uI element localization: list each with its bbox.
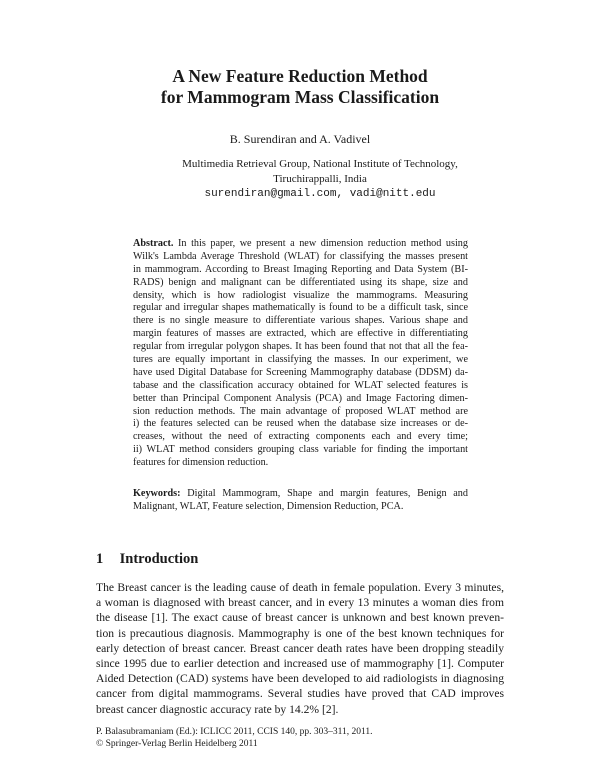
abstract-line [133,238,468,251]
abstract-text: tabase and the classification accuracy obtained for WLAT selected features is [133,379,468,391]
abstract-line [133,367,468,380]
intro-line [96,686,504,701]
page-footer [96,727,373,750]
abstract-line [133,328,468,341]
abstract-text: there is no single measure to differentiate various shapes. Various shape and [133,315,468,327]
abstract-line [133,277,468,290]
intro-line [96,580,504,595]
keywords-line [133,488,468,501]
intro-line [96,702,504,717]
keywords-label: Keywords: [133,488,181,499]
keywords-line [133,501,468,514]
intro-text: Aided Detection (CAD) systems have been developed to aid radiologists in diagnosing [96,672,504,686]
author-list: B. Surendiran and A. Vadivel [229,132,371,146]
paper-title [0,66,600,108]
intro-text: tion is precautious diagnosis. Mammography is one of the best known techniques for [96,626,504,640]
keywords-text: Malignant, WLAT, Feature selection, Dimension Reduction, PCA. [133,500,404,512]
author-emails: surendiran@gmail.com, vadi@nitt.edu [204,188,436,200]
abstract-text: regular and irregular shapes mathematically is found to be a difficult task, since [133,302,468,314]
affiliation-line-2: Tiruchirappalli, India [273,173,367,185]
abstract-line [133,264,468,277]
abstract-line [133,315,468,328]
intro-line [96,595,504,610]
abstract-line [133,406,468,419]
abstract-line [133,354,468,367]
abstract-line [133,380,468,393]
intro-text: cancer from digital mammograms. Several studies have proved that CAD improves [96,687,504,701]
footer-copyright: © Springer-Verlag Berlin Heidelberg 2011 [96,738,258,749]
keywords-text: Digital Mammogram, Shape and margin features, Benign and [180,488,468,499]
intro-text: breast cancer diagnostic accuracy rate by 14.2% [2]. [96,702,339,716]
abstract-line [133,444,468,457]
abstract-line [133,457,468,470]
keywords [133,488,468,514]
abstract-text: better than Principal Component Analysis (PCA) and Image Factoring dimen- [133,392,468,404]
abstract-text: have used Digital Database for Screening Mammography database (DDSM) da- [133,366,468,378]
abstract-text: RADS) benign and malignant can be differentiated using its shape, size and [133,276,468,288]
abstract-text: In this paper, we present a new dimension reduction method using [173,238,468,249]
abstract-text: Wilk's Lambda Average Threshold (WLAT) for classifying the masses present [133,250,468,262]
abstract-line [133,290,468,303]
affiliation [0,157,600,202]
abstract-line [133,302,468,315]
abstract-text: tures are equally important in classifying the masses. In our experiment, we [133,354,468,366]
abstract-text: i) the features selected can be reused when the database size increases or de- [133,418,468,430]
abstract-text: in mammogram. According to Breast Imaging Reporting and Data System (BI- [133,263,468,275]
abstract-text: regular from irregular polygon shapes. It has been found that not that all the fea- [133,341,468,353]
abstract-line [133,393,468,406]
intro-text: early detection of breast cancer. Breast cancer death rates have been dropping steadily [96,641,504,655]
intro-line [96,626,504,641]
footer-citation: P. Balasubramaniam (Ed.): ICLICC 2011, CCIS 140, pp. 303–311, 2011. [96,727,373,737]
section-number: 1 [96,551,104,567]
intro-text: The Breast cancer is the leading cause of death in female population. Every 3 minutes, [96,581,504,594]
abstract [133,238,468,470]
abstract-text: features for dimension reduction. [133,457,269,469]
abstract-text: margin features of masses are extracted, which are effective in differentiating [133,328,468,340]
section-title: Introduction [119,551,199,567]
intro-text: the disease [1]. The exact cause of breast cancer is unknown and best known preven- [96,611,504,625]
introduction-body [96,580,504,717]
intro-line [96,671,504,686]
title-line-2: for Mammogram Mass Classification [160,87,440,107]
abstract-text: ii) WLAT method considers grouping class variable for finding the important [133,444,468,456]
affiliation-line-1: Multimedia Retrieval Group, National Institute of Technology, [182,158,458,170]
intro-line [96,656,504,671]
abstract-label: Abstract. [133,238,174,249]
intro-line [96,641,504,656]
abstract-text: density, which is how radiologist visualize the mammograms. Measuring [133,289,468,301]
abstract-text: sion reduction methods. The main advantage of proposed WLAT method are [133,405,468,417]
intro-text: since 1995 due to earlier detection and increased use of mammography [1]. Computer [96,656,504,670]
section-heading [96,551,198,568]
abstract-line [133,341,468,354]
abstract-line [133,251,468,264]
intro-text: a woman is diagnosed with breast cancer, and in every 13 minutes a woman dies from [96,596,504,610]
abstract-line [133,418,468,431]
abstract-line [133,431,468,444]
title-line-1: A New Feature Reduction Method [172,66,428,86]
intro-line [96,610,504,625]
abstract-text: creases, without the need of extracting components each and every time; [133,431,468,443]
